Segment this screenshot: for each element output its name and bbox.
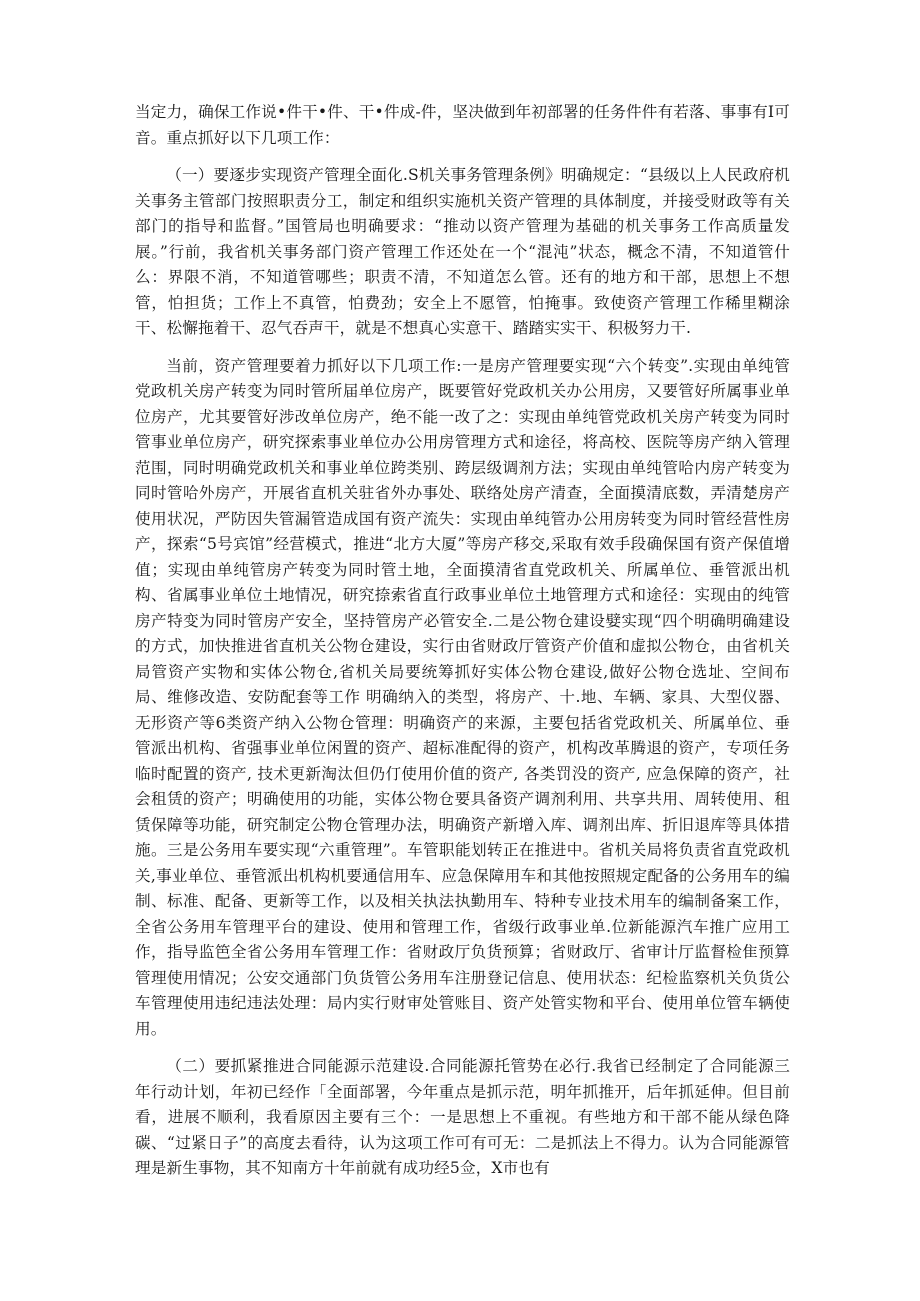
paragraph-current-tasks: 当前，资产管理要着力抓好以下几项工作:一是房产管理要实现“六个转变”.实现由单纯管党政机关房产转变为同时管所届单位房产，既要管好党政机关办公用房，又要管好所属事业单位房产，尤其要管好涉改单位房产，绝不能一改了之：实现由单纯管党政机关房产转变为同时管事业单位房产，研究探索事业单位办公用房管理方式和途径，将高校、医院等房产纳入管理范围，同时明确党政机关和事业单位跨类别、跨层级调剂方法；实现由单纯管哈内房产转变为同时管哈外房产，开展省直机关驻省外办事处、联络处房产清查，全面摸清底数，弄清楚房产使用状况，严防因失管漏管造成国有资产流失：实现由单纯管办公用房转变为同时管经营性房产，探索“5号宾馆”经营模式，推进“北方大厦”等房产移交,采取有效手段确保国有资产保值增值；实现由单纯管房产转变为同时管土地，全面摸清省直党政机关、所属单位、垂管派出机构、省属事业单位土地情况，研究捺索省直行政事业单位土地管理方式和途径：实现由的纯管房产特变为同时管房产安全，坚持管房产必管安全.二是公物仓建设嬖实现“四个明确明确建设的方式，加快推进省直机关公物仓建设，实行由省财政厅管资产价值和虚拟公物仓，由省机关局管资产实物和实体公物仓,省机关局要统筹抓好实体公物仓建设,做好公物仓选址、空间布局、维修改造、安防配套等工作 明确纳入的类型，将房产、十.地、车辆、家具、大型仪器、无形资产等6类资产纳入公物仓管理：明确资产的来源，主要包括省党政机关、所属单位、垂管派出机构、省强事业单位闲置的资产、超标准配得的资产，机构改革腾退的资产，专项任务临时配置的资产, 技术更新淘汰但仍仃使用价值的资产, 各类罚没的资产, 应急保障的资产，社会租赁的资产；明确使用的功能，实体公物仓要具备资产调剂利用、共享共用、周转使用、租赁保障等功能，研究制定公物仓管理办法，明确资产新增入库、调剂出库、折旧退库等具体措施。三是公务用车要实现“六重管理”。车管职能划转正在推进中。省机关局将负责省直党政机关,事业单位、垂管派出机构机要通信用车、应急保障用车和其他按照规定配备的公务用车的编制、标准、配备、更新等工作，以及相关执法执勤用车、特种专业技术用车的编制备案工作，全省公务用车管理平台的建设、使用和管理工作，省级行政事业单.位新能源汽车推广应用工作，指导监笆全省公务用车管理工作：省财政厅负货预算；省财政厅、省审计厅监督检隹预算管理使用情况；公安交通部门负货管公务用车注册登记信息、使用状态：纪检监察机关负货公车管理使用违纪违法处理：局内实行财审处管账目、资产处管实物和平台、使用单位管车辆使用。 — [135, 356, 790, 1038]
document-body — [135, 100, 790, 1194]
paragraph-asset-management: （一）要逐步实现资产管理全面化.S机关事务管理条例》明确规定：“县级以上人民政府机关事务主管部门按照职责分工，制定和组织实施机关资产管理的具体制度，并接受财政等有关部门的指导和监督。”国管局也明确要求：“推动以资产管理为基础的机关事务工作高质量发展。”行前，我省机关事务部门资产管理工作还处在一个“混沌”状态，概念不清，不知道管什么：界限不消，不知道管哪些；职责不清，不知道怎么管。还有的地方和干部，思想上不想管，怕担货；工作上不真管，怕费劲；安全上不愿管，怕掩事。致使资产管理工作稀里糊涂干、松懈拖着干、忍气吞声干，就是不想真心实意干、踏踏实实干、积极努力干. — [135, 166, 790, 337]
paragraph-intro: 当定力，确保工作说•件干•件、干•件成-件，坚决做到年初部署的任务件件有若落、事事有I可音。重点抓好以下几项工作： — [135, 103, 790, 147]
paragraph-energy-contract: （二）要抓紧推进合同能源示范建设.合同能源托管势在必行.我省已经制定了合同能源三年行动计划，年初已经作「全面部署，今年重点是抓示范，明年抓推开，后年抓延伸。但目前看，进展不顺利，我看原因主要有三个：一是思想上不重视。有些地方和干部不能从绿色降碳、“过紧日子”的高度去看待，认为这项工作可有可无：二是抓法上不得力。认为合同能源管理是新生事物，其不知南方十年前就有成功经5佥，X市也有 — [135, 1057, 790, 1177]
